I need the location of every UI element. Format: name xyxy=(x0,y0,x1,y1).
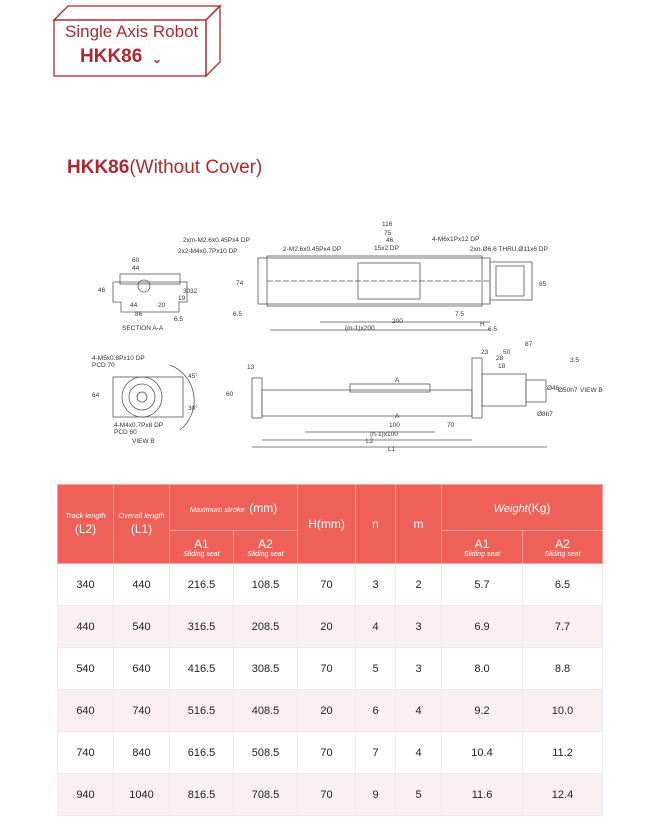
dimension-label: 15x2 DP xyxy=(374,245,399,252)
dimension-label: Ø8h7 xyxy=(537,411,553,418)
dimension-label: (n-1)x100 xyxy=(370,431,398,438)
dimension-label: 18 xyxy=(498,363,506,370)
table-cell: 20 xyxy=(298,606,356,648)
header-track-length xyxy=(58,485,114,564)
table-cell: 216.5 xyxy=(170,564,234,606)
seat-label: Sliding seat xyxy=(544,550,581,558)
table-cell: 70 xyxy=(298,648,356,690)
table-row xyxy=(58,732,603,774)
dimension-label: L1 xyxy=(388,446,396,453)
dimension-label: SECTION A-A xyxy=(122,325,164,332)
table-cell: 4 xyxy=(356,606,396,648)
dimension-label: 3.5 xyxy=(570,357,580,364)
dimension-label: 116 xyxy=(382,221,393,228)
table-cell: 316.5 xyxy=(170,606,234,648)
table-cell: 616.5 xyxy=(170,732,234,774)
a1-label: A1 xyxy=(474,536,490,551)
a2-label: A2 xyxy=(258,536,273,551)
table-cell: 540 xyxy=(58,648,114,690)
dimension-label: Ø46 xyxy=(547,385,560,392)
table-cell: 2 xyxy=(396,564,442,606)
a2-label: A2 xyxy=(555,536,570,551)
dimension-label: 45° xyxy=(188,373,198,380)
page-title xyxy=(67,157,262,179)
table-cell: 816.5 xyxy=(170,774,234,816)
a1-label: A1 xyxy=(194,536,209,551)
header-overall-label: Overall length xyxy=(118,510,165,520)
dimension-label: 32 xyxy=(190,288,198,295)
table-cell: 308.5 xyxy=(234,648,298,690)
dimension-label: 87 xyxy=(525,341,533,348)
table-cell: 4 xyxy=(396,732,442,774)
dimension-label: 46 xyxy=(386,237,394,244)
header-stroke-label: Maximum stroke xyxy=(189,504,245,514)
dimension-label: 4-M5x0.8Px10 DP xyxy=(92,355,145,362)
header-weight-a1 xyxy=(442,531,523,564)
seat-label: Sliding seat xyxy=(247,550,284,558)
table-row xyxy=(58,690,603,732)
dimension-label: 6.5 xyxy=(174,316,184,323)
dimension-label: 44 xyxy=(132,265,140,272)
header-track-label: Track length xyxy=(65,510,106,520)
table-cell: 8.8 xyxy=(523,648,603,690)
dimension-label: 100 xyxy=(389,422,400,429)
table-cell: 4 xyxy=(396,690,442,732)
dimension-label: 20 xyxy=(158,302,166,309)
header-stroke-a2 xyxy=(234,531,298,564)
table-cell: 408.5 xyxy=(234,690,298,732)
spec-table xyxy=(57,484,603,816)
header-max-stroke xyxy=(170,485,298,531)
dimension-label: 4-M6x1Px12 DP xyxy=(432,236,480,243)
table-cell: 440 xyxy=(114,564,170,606)
dimension-label: 30° xyxy=(188,405,198,412)
table-row xyxy=(58,774,603,816)
table-cell: 508.5 xyxy=(234,732,298,774)
dimension-label: 64 xyxy=(92,392,100,399)
header-weight-a2 xyxy=(523,531,603,564)
table-cell: 7 xyxy=(356,732,396,774)
header-track-sub: (L2) xyxy=(74,521,97,536)
table-cell: 440 xyxy=(58,606,114,648)
dimension-label: 4-M4x0.7Px8 DP xyxy=(114,422,164,429)
dimension-label: H xyxy=(480,321,485,328)
table-cell: 8.0 xyxy=(442,648,523,690)
technical-drawing xyxy=(0,210,650,470)
dimension-label: PCD 60 xyxy=(114,429,137,436)
header-n: n xyxy=(356,485,396,564)
seat-label: Sliding seat xyxy=(183,550,220,558)
header-stroke-unit: (mm) xyxy=(249,500,278,515)
table-row xyxy=(58,648,603,690)
table-cell: 9.2 xyxy=(442,690,523,732)
dimension-label: 46 xyxy=(98,287,106,294)
dimension-label: A xyxy=(395,413,400,420)
dimension-label: 7.5 xyxy=(455,311,465,318)
dimension-label: 6.5 xyxy=(233,311,243,318)
table-cell: 3 xyxy=(396,606,442,648)
header-h: H(mm) xyxy=(298,485,356,564)
table-cell: 640 xyxy=(58,690,114,732)
table-cell: 840 xyxy=(114,732,170,774)
chevron-down-icon[interactable]: ⌄ xyxy=(152,52,163,66)
dimension-label: 2xn-Ø6.6 THRU,Ø11x6 DP xyxy=(470,246,548,253)
table-cell: 208.5 xyxy=(234,606,298,648)
table-cell: 10.0 xyxy=(523,690,603,732)
table-cell: 640 xyxy=(114,648,170,690)
table-cell: 5.7 xyxy=(442,564,523,606)
dimension-label: VIEW B xyxy=(132,438,155,445)
dimension-label: 30 xyxy=(183,288,191,295)
table-cell: 7.7 xyxy=(523,606,603,648)
table-cell: 70 xyxy=(298,564,356,606)
dimension-label: L2 xyxy=(366,438,374,445)
table-cell: 1040 xyxy=(114,774,170,816)
dimension-label: 44 xyxy=(130,302,138,309)
table-cell: 70 xyxy=(298,774,356,816)
dimension-label: 50 xyxy=(503,349,511,356)
header-overall-length xyxy=(114,485,170,564)
dimension-label: 75 xyxy=(384,230,392,237)
table-cell: 12.4 xyxy=(523,774,603,816)
dimension-label: 86 xyxy=(135,311,143,318)
table-cell: 10.4 xyxy=(442,732,523,774)
header-weight-label: Weight xyxy=(493,502,528,515)
dimension-label: 2xm-M2.6x0.45Px4 DP xyxy=(183,237,250,244)
table-cell: 108.5 xyxy=(234,564,298,606)
dimension-label: A xyxy=(395,377,400,384)
dimension-label: VIEW B xyxy=(580,387,603,394)
table-cell: 9 xyxy=(356,774,396,816)
table-cell: 20 xyxy=(298,690,356,732)
header-overall-sub: (L1) xyxy=(130,521,153,536)
header-m: m xyxy=(396,485,442,564)
table-cell: 11.2 xyxy=(523,732,603,774)
table-cell: 70 xyxy=(298,732,356,774)
table-cell: 5 xyxy=(396,774,442,816)
header-subtitle: Single Axis Robot xyxy=(65,22,199,41)
table-cell: 3 xyxy=(356,564,396,606)
table-cell: 740 xyxy=(114,690,170,732)
dimension-label: 60 xyxy=(226,391,234,398)
dimension-label: 2-M2.6x0.45Px4 DP xyxy=(283,246,342,253)
header-stroke-a1 xyxy=(170,531,234,564)
table-cell: 740 xyxy=(58,732,114,774)
dimension-label: 85 xyxy=(539,281,547,288)
table-row xyxy=(58,564,603,606)
dimension-label: 13 xyxy=(247,364,255,371)
dimension-label: 28 xyxy=(496,355,504,362)
table-cell: 516.5 xyxy=(170,690,234,732)
dimension-label: PCD 70 xyxy=(92,362,115,369)
dimension-label: 60 xyxy=(132,257,140,264)
header-weight xyxy=(442,485,603,531)
table-cell: 540 xyxy=(114,606,170,648)
seat-label: Sliding seat xyxy=(463,550,501,558)
table-cell: 940 xyxy=(58,774,114,816)
table-cell: 6 xyxy=(356,690,396,732)
table-cell: 708.5 xyxy=(234,774,298,816)
dimension-label: 2x2-M4x0.7Px10 DP xyxy=(178,248,238,255)
dimension-label: 200 xyxy=(392,318,403,325)
dimension-label: Ø50h7 xyxy=(558,387,578,394)
header-weight-unit: (Kg) xyxy=(527,500,551,515)
header-model: HKK86 xyxy=(80,46,143,67)
table-cell: 340 xyxy=(58,564,114,606)
table-cell: 3 xyxy=(396,648,442,690)
title-model: HKK86 xyxy=(67,157,130,178)
table-cell: 6.9 xyxy=(442,606,523,648)
dimension-label: 74 xyxy=(236,280,244,287)
table-cell: 11.6 xyxy=(442,774,523,816)
table-cell: 6.5 xyxy=(523,564,603,606)
dimension-label: 19 xyxy=(178,295,186,302)
dimension-label: 23 xyxy=(481,349,489,356)
dimension-label: (m-1)x200 xyxy=(345,325,375,332)
table-row xyxy=(58,606,603,648)
table-cell: 5 xyxy=(356,648,396,690)
dimension-label: 6.5 xyxy=(488,326,498,333)
table-cell: 416.5 xyxy=(170,648,234,690)
title-suffix: (Without Cover) xyxy=(129,157,263,178)
dimension-label: 70 xyxy=(447,422,455,429)
